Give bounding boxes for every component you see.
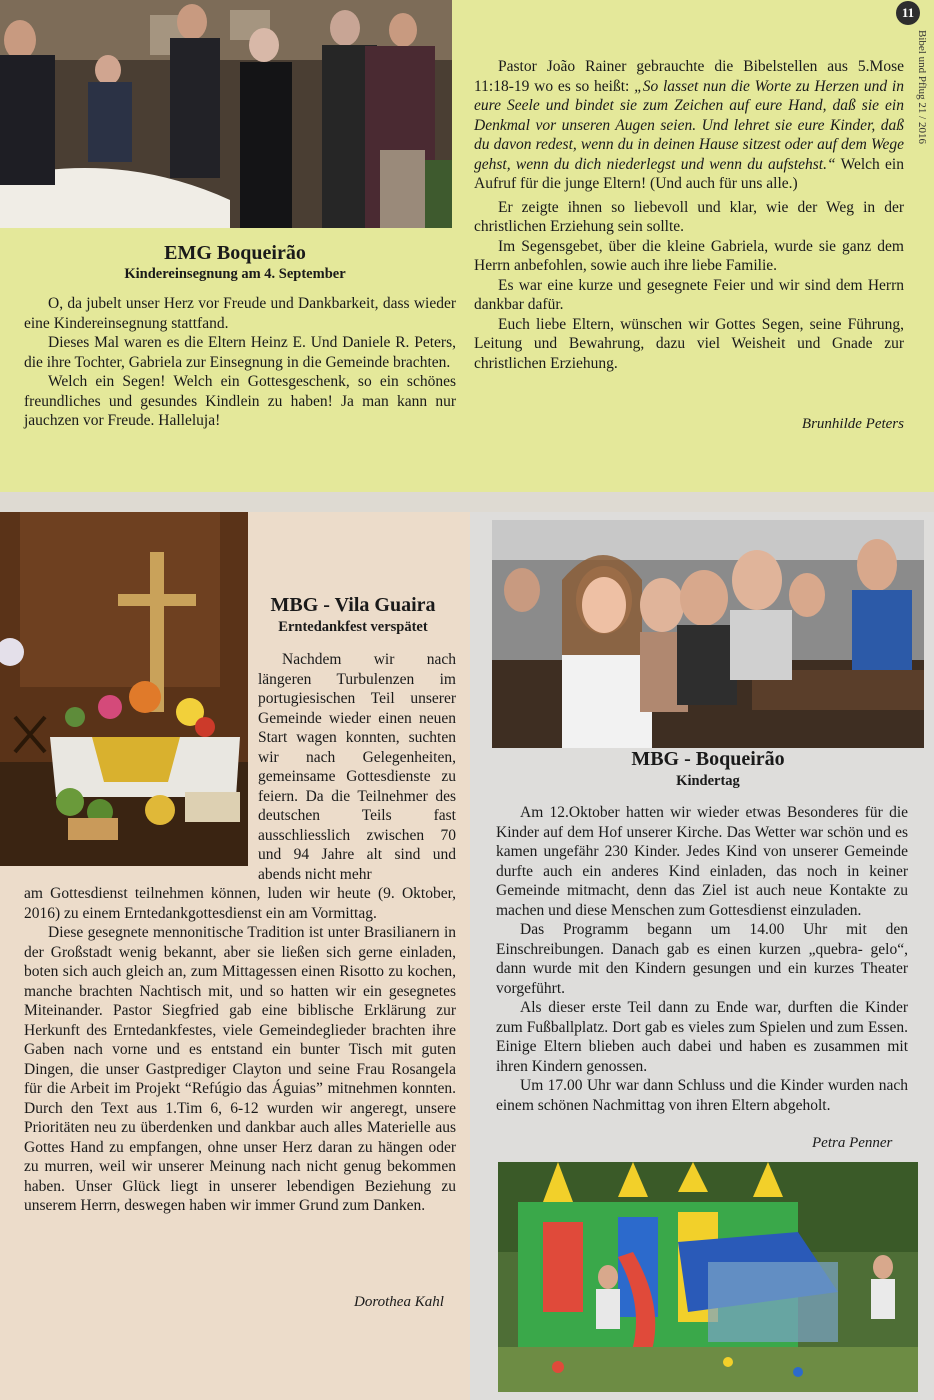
paragraph-text: Welch ein Aufruf für die junge Eltern! (Und auch für uns alle.) <box>474 155 904 192</box>
panel-divider <box>0 492 934 512</box>
paragraph <box>474 57 904 194</box>
article-title: MBG - Vila Guaira <box>270 594 436 616</box>
article-title: MBG - Boqueirão <box>631 748 785 770</box>
paragraph: Am 12.Oktober hatten wir wieder etwas Besonderes für die Kinder auf dem Hof unserer Kirche. Das Wetter war schön und es kamen ungefähr 230 Kinder. Jedes Kind von unserer Gemeinde durfte auch ein anderes Kind einladen, das noch in keiner Gemeinde mitmacht, denn das Ziel ist auch neue Kontakte zu machen und diese Menschen zum Gottesdienst einzuladen. <box>496 804 908 919</box>
author-name: Petra Penner <box>812 1135 893 1151</box>
photo-harvest-altar <box>0 512 248 866</box>
photo-bouncy-castle <box>498 1162 918 1392</box>
article-body-column-2 <box>474 57 904 373</box>
paragraph: Als dieser erste Teil dann zu Ende war, durften die Kinder zum Fußballplatz. Dort gab es vieles zum Spielen und zum Essen. Einige Eltern blieben auch dabei und haben es zusammen mit ihren Kindern genossen. <box>496 999 908 1075</box>
bible-quote: „So lasset nun die Worte zu Herzen und in eure Seele und bindet sie zum Zeichen auf eure Hand, daß sie ein Denkmal vor unseren Augen seien. Und lehret sie eure Kinder, daß du davon redest, wenn du in deinen Hause sitzest oder auf dem Wege gehst, wenn du dich niederlegst und wenn du aufstehst.“ <box>474 77 904 173</box>
paragraph: Diese gesegnete mennonitische Tradition ist unter Brasilianern in der Großstadt wenig bekannt, aber sie ließen sich gerne einladen, boten sich auch gleich an, zum Mittagessen einen Risotto zu kochen, manche brachten Nachtisch mit, und so hatten wir ein gesegnetes Miteinander. Pastor Siegfried gab eine biblische Erklärung zur Herkunft des Erntedankfestes, viele Gemeindeglieder brachten ihre Gaben nach vorne und es entstand ein bunter Tisch mit guten Dingen, die unser Gastprediger Clayton und seine Frau Rosangela für die Arbeit im Projekt “Refúgio das Águias” mitnehmen konnten. Durch den Text aus 1.Tim 6, 6-12 wurden wir angeregt, unsere Prioritäten neu zu überdenken und dankbar auch alles Materielle aus Gottes Hand zu empfangen, ohne unser Herz daran zu hängen oder zu murren, weil wir unserer Meinung nach nicht genug bekommen haben. Unser Glück liegt in unserer lebendigen Beziehung zu unserem Herrn, deswegen haben wir immer Grund zum Danken. <box>24 924 456 1214</box>
paragraph: Es war eine kurze und gesegnete Feier und wir sind dem Herrn dankbar dafür. <box>474 276 904 313</box>
paragraph: Dieses Mal waren es die Eltern Heinz E. Und Daniele R. Peters, die ihre Tochter, Gabriela zur Einsegnung in die Gemeinde brachten. <box>24 334 456 371</box>
author-name: Brunhilde Peters <box>801 416 904 432</box>
article-body <box>24 884 456 1216</box>
paragraph: Im Segensgebet, über die kleine Gabriela, wurde sie ganz dem Herrn anbefohlen, sowie auch ihre liebe Familie. <box>474 237 904 274</box>
paragraph: am Gottesdienst teilnehmen können, luden wir heute (9. Oktober, 2016) zu einem Erntedankgottesdienst ein am Vormittag. <box>24 885 456 922</box>
paragraph: Welch ein Segen! Welch ein Gottesgeschenk, so ein schönes freundliches und gesundes Kindlein zu haben! Ja man kann nur jauchzen vor Freude. Halleluja! <box>24 373 456 429</box>
photo-child-blessing <box>0 0 452 228</box>
article-body <box>496 803 908 1115</box>
paragraph: Er zeigte ihnen so liebevoll und klar, wie der Weg in der christlichen Erziehung sein sollte. <box>474 198 904 235</box>
paragraph-text: Pastor João Rainer gebrauchte die Bibelstellen aus 5.Mose 11:18-19 wo es so heißt: <box>474 58 904 95</box>
article-body-wrap <box>258 650 456 884</box>
page-number-badge: 11 <box>896 1 920 25</box>
photo-children-singing <box>492 520 924 748</box>
author-name: Dorothea Kahl <box>354 1294 444 1310</box>
paragraph: Nachdem wir nach längeren Turbulenzen im portugiesischen Teil unserer Gemeinde wieder einen neuen Start wagen konnten, suchten wir nach Gelegenheiten, gemeinsame Gottesdienste zu feiern. Da die Teilnehmer des deutschen Teils fast ausschliesslich zwischen 70 und 94 Jahre alt sind und abends nicht mehr <box>258 651 456 883</box>
article-subtitle: Kindertag <box>676 773 740 789</box>
article-subtitle: Kindereinsegnung am 4. September <box>124 266 346 282</box>
paragraph: Das Programm begann um 14.00 Uhr mit den Einschreibungen. Danach gab es einen kurzen „quebra- gelo“, dann wurde mit den Kindern gesungen und ein kurzes Theater vorgeführt. <box>496 921 908 997</box>
running-header: Bibel und Pflug 21 / 2016 <box>916 30 928 144</box>
paragraph: Um 17.00 Uhr war dann Schluss und die Kinder wurden nach einem schönen Nachmittag von ihren Eltern abgeholt. <box>496 1077 908 1114</box>
article-title: EMG Boqueirão <box>164 242 306 264</box>
article-body <box>24 294 456 431</box>
paragraph: Euch liebe Eltern, wünschen wir Gottes Segen, seine Führung, Leitung und Bewahrung, dazu viel Weisheit und Gnade zur christlichen Erziehung. <box>474 315 904 372</box>
article-subtitle: Erntedankfest verspätet <box>278 619 428 635</box>
paragraph: O, da jubelt unser Herz vor Freude und Dankbarkeit, dass wieder eine Kindereinsegnung stattfand. <box>24 295 456 332</box>
